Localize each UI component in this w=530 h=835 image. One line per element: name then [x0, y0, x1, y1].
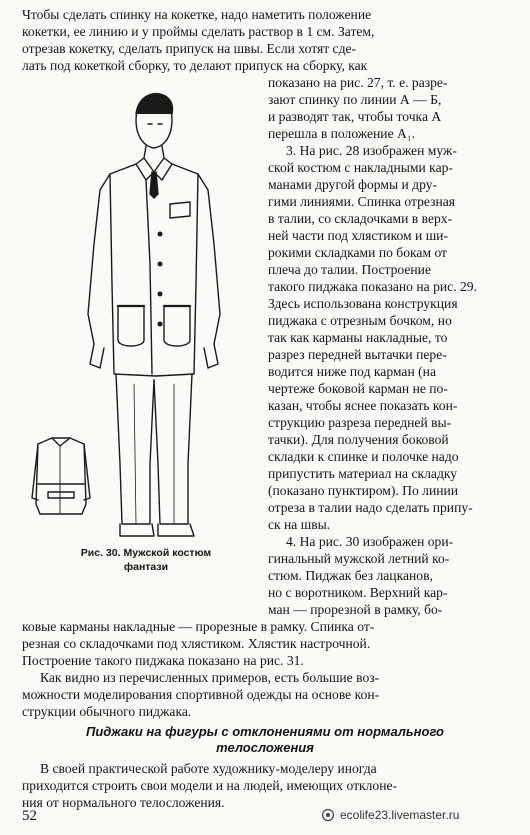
text-line: отрезав кокетку, сделать припуск на швы. Если хотят сде- [22, 41, 357, 56]
text-line: тачки). Для получения боковой [268, 432, 449, 447]
text-line: чертеже боковой карман не по- [268, 381, 448, 396]
text-line: в талии, со складочками в верх- [268, 211, 453, 226]
section-heading: Пиджаки на фигуры с отклонениями от нормального [85, 724, 445, 739]
text-line: рокими складками по бокам от [268, 245, 448, 260]
section-heading: телосложения [216, 740, 314, 755]
text-line: струкции обычного пиджака. [22, 704, 192, 719]
text-line: казан, чтобы яснее показать кон- [268, 398, 458, 413]
text-line: Чтобы сделать спинку на кокетке, надо наметить положение [22, 7, 372, 22]
text-line: манами другой формы и дру- [268, 177, 438, 192]
text-line: ск на швы. [268, 517, 331, 532]
text-line: такого пиджака показано на рис. 29. [268, 279, 477, 294]
text-line: разрез передней вытачки пере- [268, 347, 447, 362]
text-line: В своей практической работе художнику-моделеру иногда [40, 761, 377, 776]
text-line: ния от нормального телосложения. [22, 795, 225, 810]
page-number: 52 [22, 808, 37, 824]
text-line: стюм. Пиджак без лацканов, [268, 568, 433, 583]
text-line: ней части под хлястиком и ши- [268, 228, 448, 243]
text-line: можности моделирования спортивной одежды на основе кон- [22, 687, 380, 702]
text-line: перешла в положение А₁. [268, 126, 415, 141]
text-line: 4. На рис. 30 изображен ори- [286, 534, 454, 549]
text-line: припустить материал на складку [268, 466, 458, 481]
suit-illustration [24, 84, 264, 544]
text-line: (показано пунктиром). По линии [268, 483, 459, 498]
text-line: гинальный мужской летний ко- [268, 551, 450, 566]
text-line: ковые карманы накладные — прорезные в рамку. Спинка от- [22, 619, 375, 634]
text-line: кокетки, ее линию и у проймы сделать раствор в 1 см. Затем, [22, 24, 375, 39]
text-line: складки к спинке и полочке надо [268, 449, 459, 464]
text-line: зают спинку по линии А — Б, [268, 92, 442, 107]
text-line: пиджака с отрезным бочком, но [268, 313, 452, 328]
text-line: Как видно из перечисленных примеров, есть большие воз- [40, 670, 380, 685]
watermark-text: ecolife23.livemaster.ru [340, 808, 460, 822]
text-line: гими линиями. Спинка отрезная [268, 194, 456, 209]
text-line: ман — прорезной в рамку, бо- [268, 602, 443, 617]
text-line: показано на рис. 27, т. е. разре- [268, 75, 448, 90]
text-line: приходится строить свои модели и на людей, имеющих отклоне- [22, 778, 398, 793]
watermark-logo-icon [321, 808, 335, 822]
text-line: ской костюм с накладными кар- [268, 160, 453, 175]
text-line: резная со складочками под хлястиком. Хлястик настрочной. [22, 636, 371, 651]
text-line: лать под кокеткой сборку, то делают припуск на сборку, как [22, 58, 368, 73]
text-line: Здесь использована конструкция [268, 296, 458, 311]
text-line: так как карманы накладные, то [268, 330, 448, 345]
text-line: отреза в талии надо сделать припу- [268, 500, 473, 515]
caption-line: фантази [123, 561, 169, 573]
caption-line: Рис. 30. Мужской костюм [80, 547, 212, 559]
text-line: и разводят так, чтобы точка А [268, 109, 442, 124]
text-line: струкцию разреза передней вы- [268, 415, 452, 430]
text-line: плеча до талии. Построение [268, 262, 431, 277]
text-line: водится ниже под карман (на [268, 364, 436, 379]
text-line: 3. На рис. 28 изображен муж- [286, 143, 457, 158]
text-line: Построение такого пиджака показано на рис. 31. [22, 653, 304, 668]
text-line: но с воротником. Верхний кар- [268, 585, 448, 600]
figure-caption [56, 546, 236, 574]
